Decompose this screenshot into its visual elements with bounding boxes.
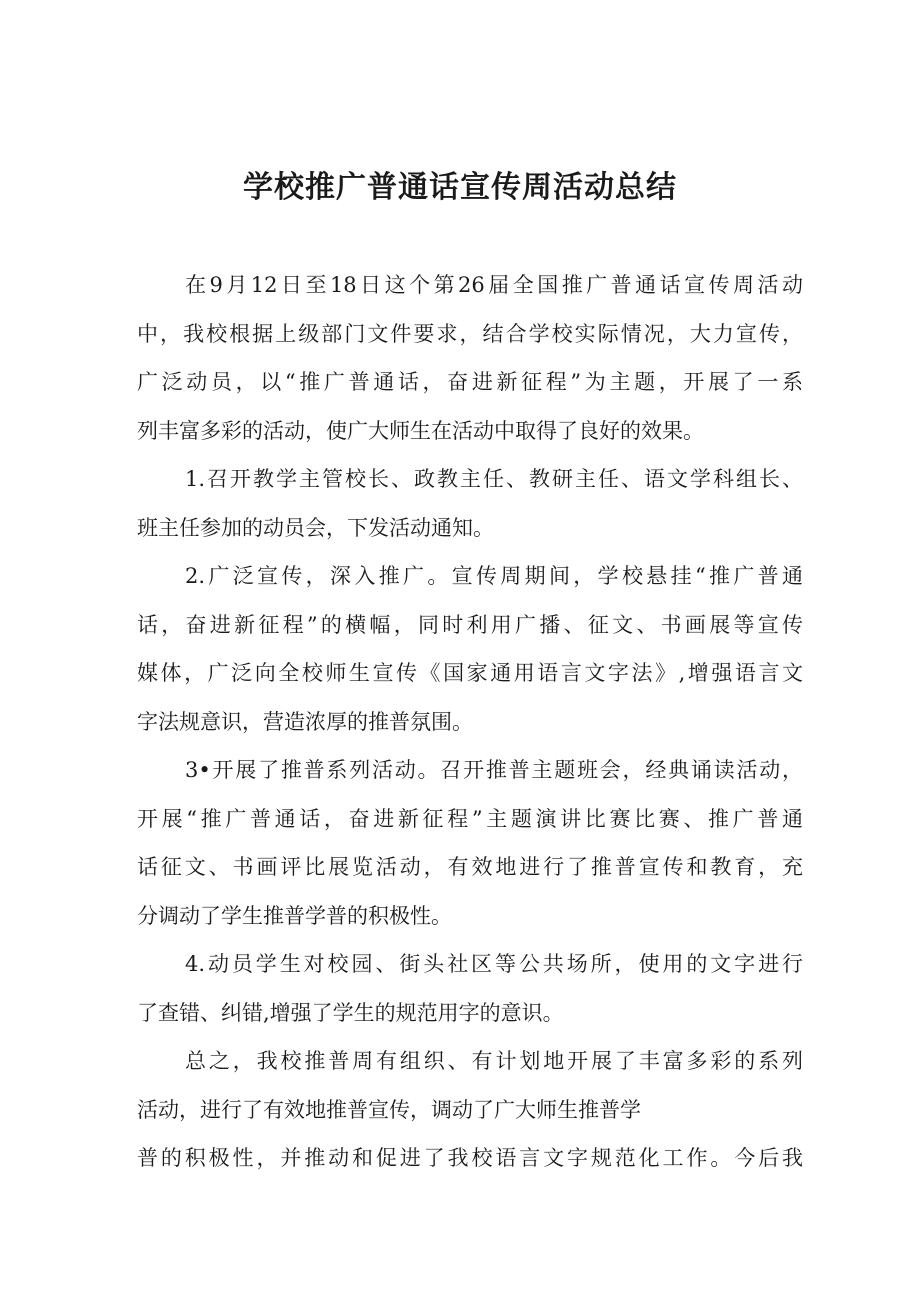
body-line: 班主任参加的动员会，下发活动通知。	[137, 515, 494, 540]
body-line: 分调动了学生推普学普的积极性。	[137, 903, 452, 928]
body-line: 媒体，广泛向全校师生宣传《国家通用语言文字法》,增强语言文	[137, 661, 803, 685]
body-line: 普的积极性，并推动和促进了我校语言文字规范化工作。今后我	[137, 1146, 803, 1170]
body-line: 3•开展了推普系列活动。召开推普主题班会，经典诵读活动，	[185, 758, 803, 782]
body-line: 开展“推广普通话，奋进新征程”主题演讲比赛比赛、推广普通	[137, 806, 803, 831]
body-line: 中，我校根据上级部门文件要求，结合学校实际情况，大力宣传，	[137, 321, 803, 346]
document-title: 学校推广普通话宣传周活动总结	[243, 170, 677, 205]
body-line: 列丰富多彩的活动，使广大师生在活动中取得了良好的效果。	[137, 418, 704, 443]
body-line: 话，奋进新征程”的横幅，同时利用广播、征文、书画展等宣传	[137, 612, 803, 637]
body-line: 2.广泛宣传，深入推广。宣传周期间，学校悬挂“推广普通	[185, 564, 803, 588]
body-line: 字法规意识，营造浓厚的推普氛围。	[137, 709, 473, 734]
body-line: 广泛动员，以“推广普通话，奋进新征程”为主题，开展了一系	[137, 370, 803, 394]
body-line: 话征文、书画评比展览活动，有效地进行了推普宣传和教育，充	[137, 855, 803, 879]
body-line: 活动，进行了有效地推普宣传，调动了广大师生推普学	[137, 1097, 641, 1122]
body-line: 了查错、纠错,增强了学生的规范用字的意识。	[137, 1000, 564, 1025]
body-line: 1.召开教学主管校长、政教主任、教研主任、语文学科组长、	[185, 467, 803, 491]
document-body	[137, 261, 803, 1183]
body-line: 总之，我校推普周有组织、有计划地开展了丰富多彩的系列	[185, 1049, 803, 1073]
body-line: 在9月12日至18日这个第26届全国推广普通话宣传周活动	[185, 273, 803, 297]
body-line: 4.动员学生对校园、街头社区等公共场所，使用的文字进行	[185, 952, 803, 976]
